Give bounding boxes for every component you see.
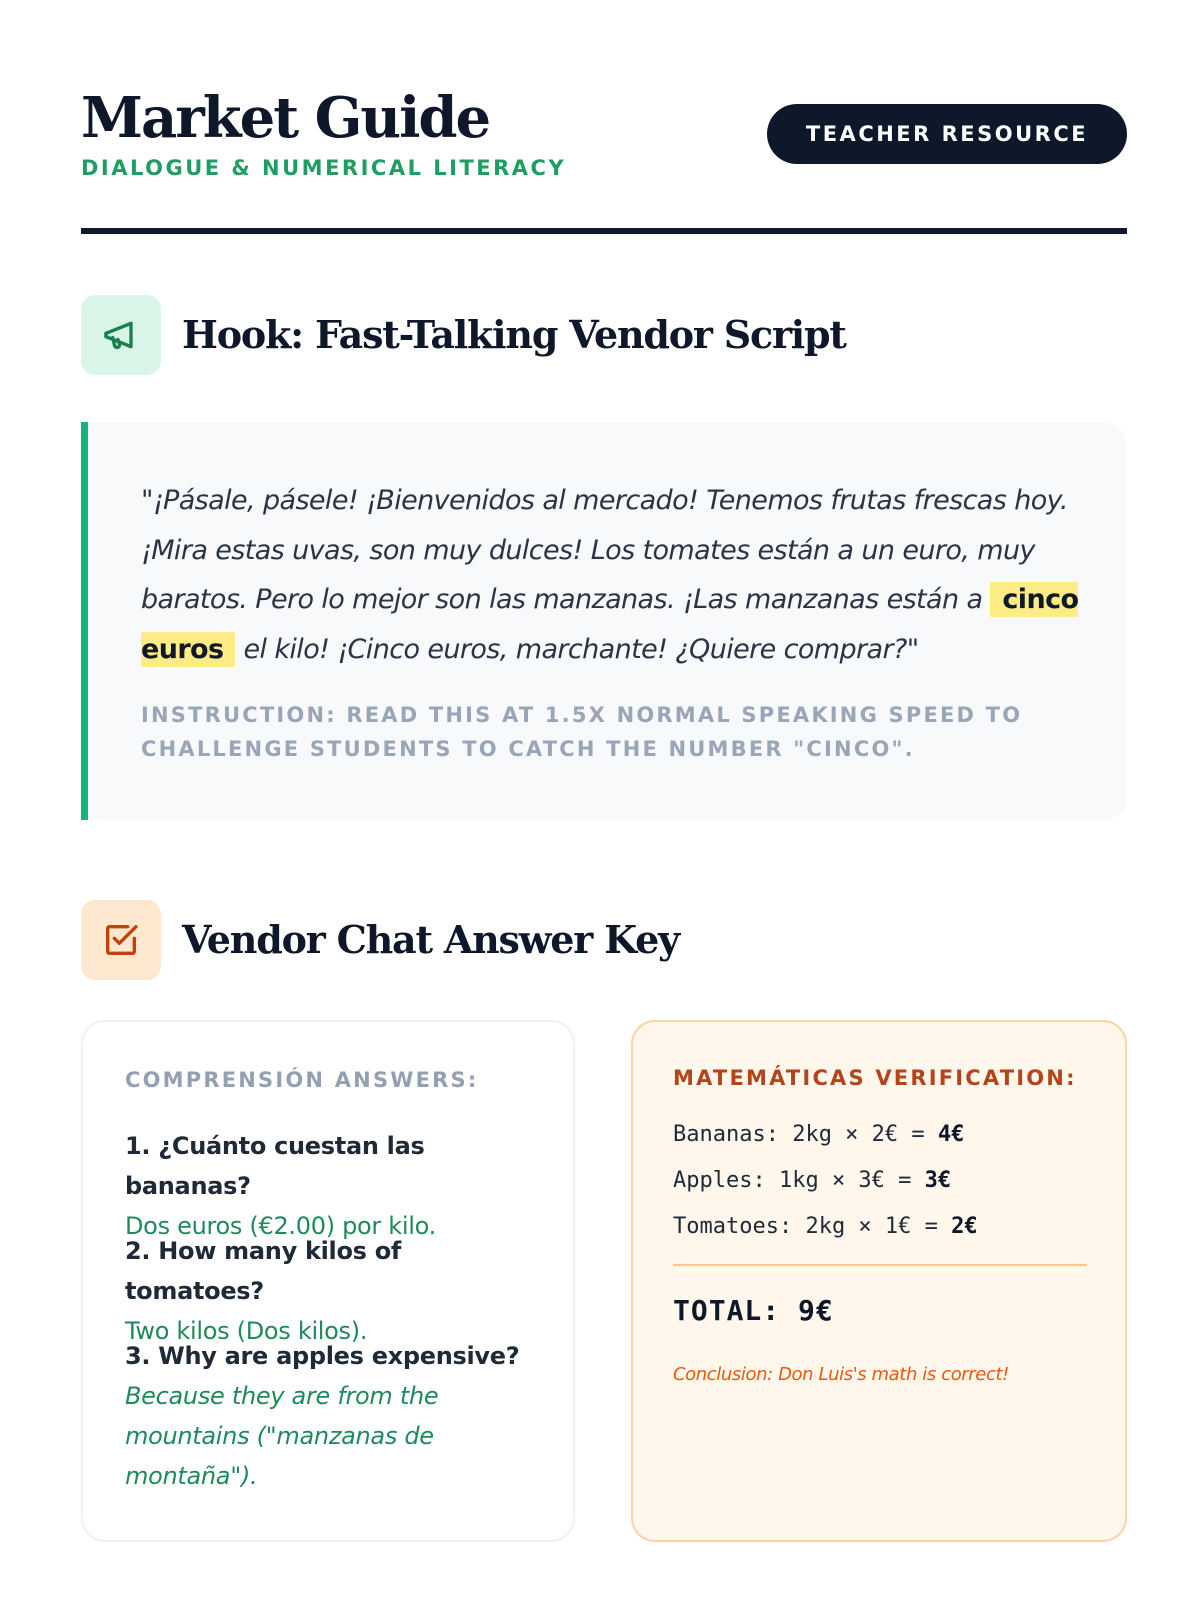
quote-text-before: "¡Pásale, pásele! ¡Bienvenidos al mercado! Tenemos frutas frescas hoy. ¡Mira estas uvas, son muy dulces! Los tomates están a un euro, muy baratos. Pero lo mejor son las manzanas. ¡Las manzanas están a	[141, 485, 1068, 615]
page-title: Market Guide	[81, 85, 490, 151]
comprension-answers-card	[81, 1020, 575, 1542]
hook-heading: Hook: Fast-Talking Vendor Script	[182, 312, 846, 357]
answer-key-heading: Vendor Chat Answer Key	[182, 917, 679, 962]
math-expression: Apples: 1kg × 3€ =	[673, 1168, 925, 1193]
page-subtitle: DIALOGUE & NUMERICAL LITERACY	[81, 156, 567, 180]
answer-key-section-heading	[81, 900, 1127, 980]
answer-item	[125, 1336, 520, 1496]
answer-item	[125, 1126, 545, 1246]
checkbox-icon	[81, 900, 161, 980]
quote-text-after: el kilo! ¡Cinco euros, marchante! ¿Quiere comprar?"	[243, 633, 919, 665]
math-result: 4€	[937, 1122, 965, 1147]
page-header	[81, 84, 1127, 234]
vendor-script-quote	[141, 476, 1091, 674]
matematicas-label: MATEMÁTICAS VERIFICATION:	[673, 1066, 1077, 1090]
matematicas-verification-card	[631, 1020, 1127, 1542]
math-expression: Bananas: 2kg × 2€ =	[673, 1122, 938, 1147]
question-text: 3. Why are apples expensive?	[125, 1342, 520, 1370]
math-expression: Tomatoes: 2kg × 1€ =	[673, 1214, 952, 1239]
reading-instruction: INSTRUCTION: READ THIS AT 1.5X NORMAL SPEAKING SPEED TO CHALLENGE STUDENTS TO CATCH THE NUMBER "CINCO".	[141, 703, 1023, 761]
answer-item	[125, 1231, 545, 1351]
math-total: TOTAL: 9€	[673, 1294, 834, 1327]
question-text: 2. How many kilos of tomatoes?	[125, 1237, 402, 1305]
math-conclusion: Conclusion: Don Luis's math is correct!	[673, 1364, 1009, 1385]
quote-highlight: cinco euros	[141, 584, 1079, 665]
math-result: 2€	[951, 1214, 978, 1239]
math-result: 3€	[924, 1168, 952, 1193]
vendor-script-box	[81, 422, 1127, 820]
answer-text: Dos euros (€2.00) por kilo.	[125, 1212, 436, 1240]
total-divider	[673, 1264, 1087, 1266]
hook-section-heading	[81, 295, 1127, 375]
header-divider	[81, 228, 1127, 234]
math-line	[673, 1210, 978, 1244]
math-line	[673, 1164, 951, 1198]
question-text: 1. ¿Cuánto cuestan las bananas?	[125, 1132, 425, 1200]
math-line	[673, 1118, 964, 1152]
comprension-label: COMPRENSIÓN ANSWERS:	[125, 1068, 479, 1092]
teacher-resource-badge: TEACHER RESOURCE	[767, 104, 1127, 164]
answer-text: Because they are from the mountains ("manzanas de montaña").	[125, 1382, 439, 1490]
answer-text: Two kilos (Dos kilos).	[125, 1317, 368, 1345]
megaphone-icon	[81, 295, 161, 375]
